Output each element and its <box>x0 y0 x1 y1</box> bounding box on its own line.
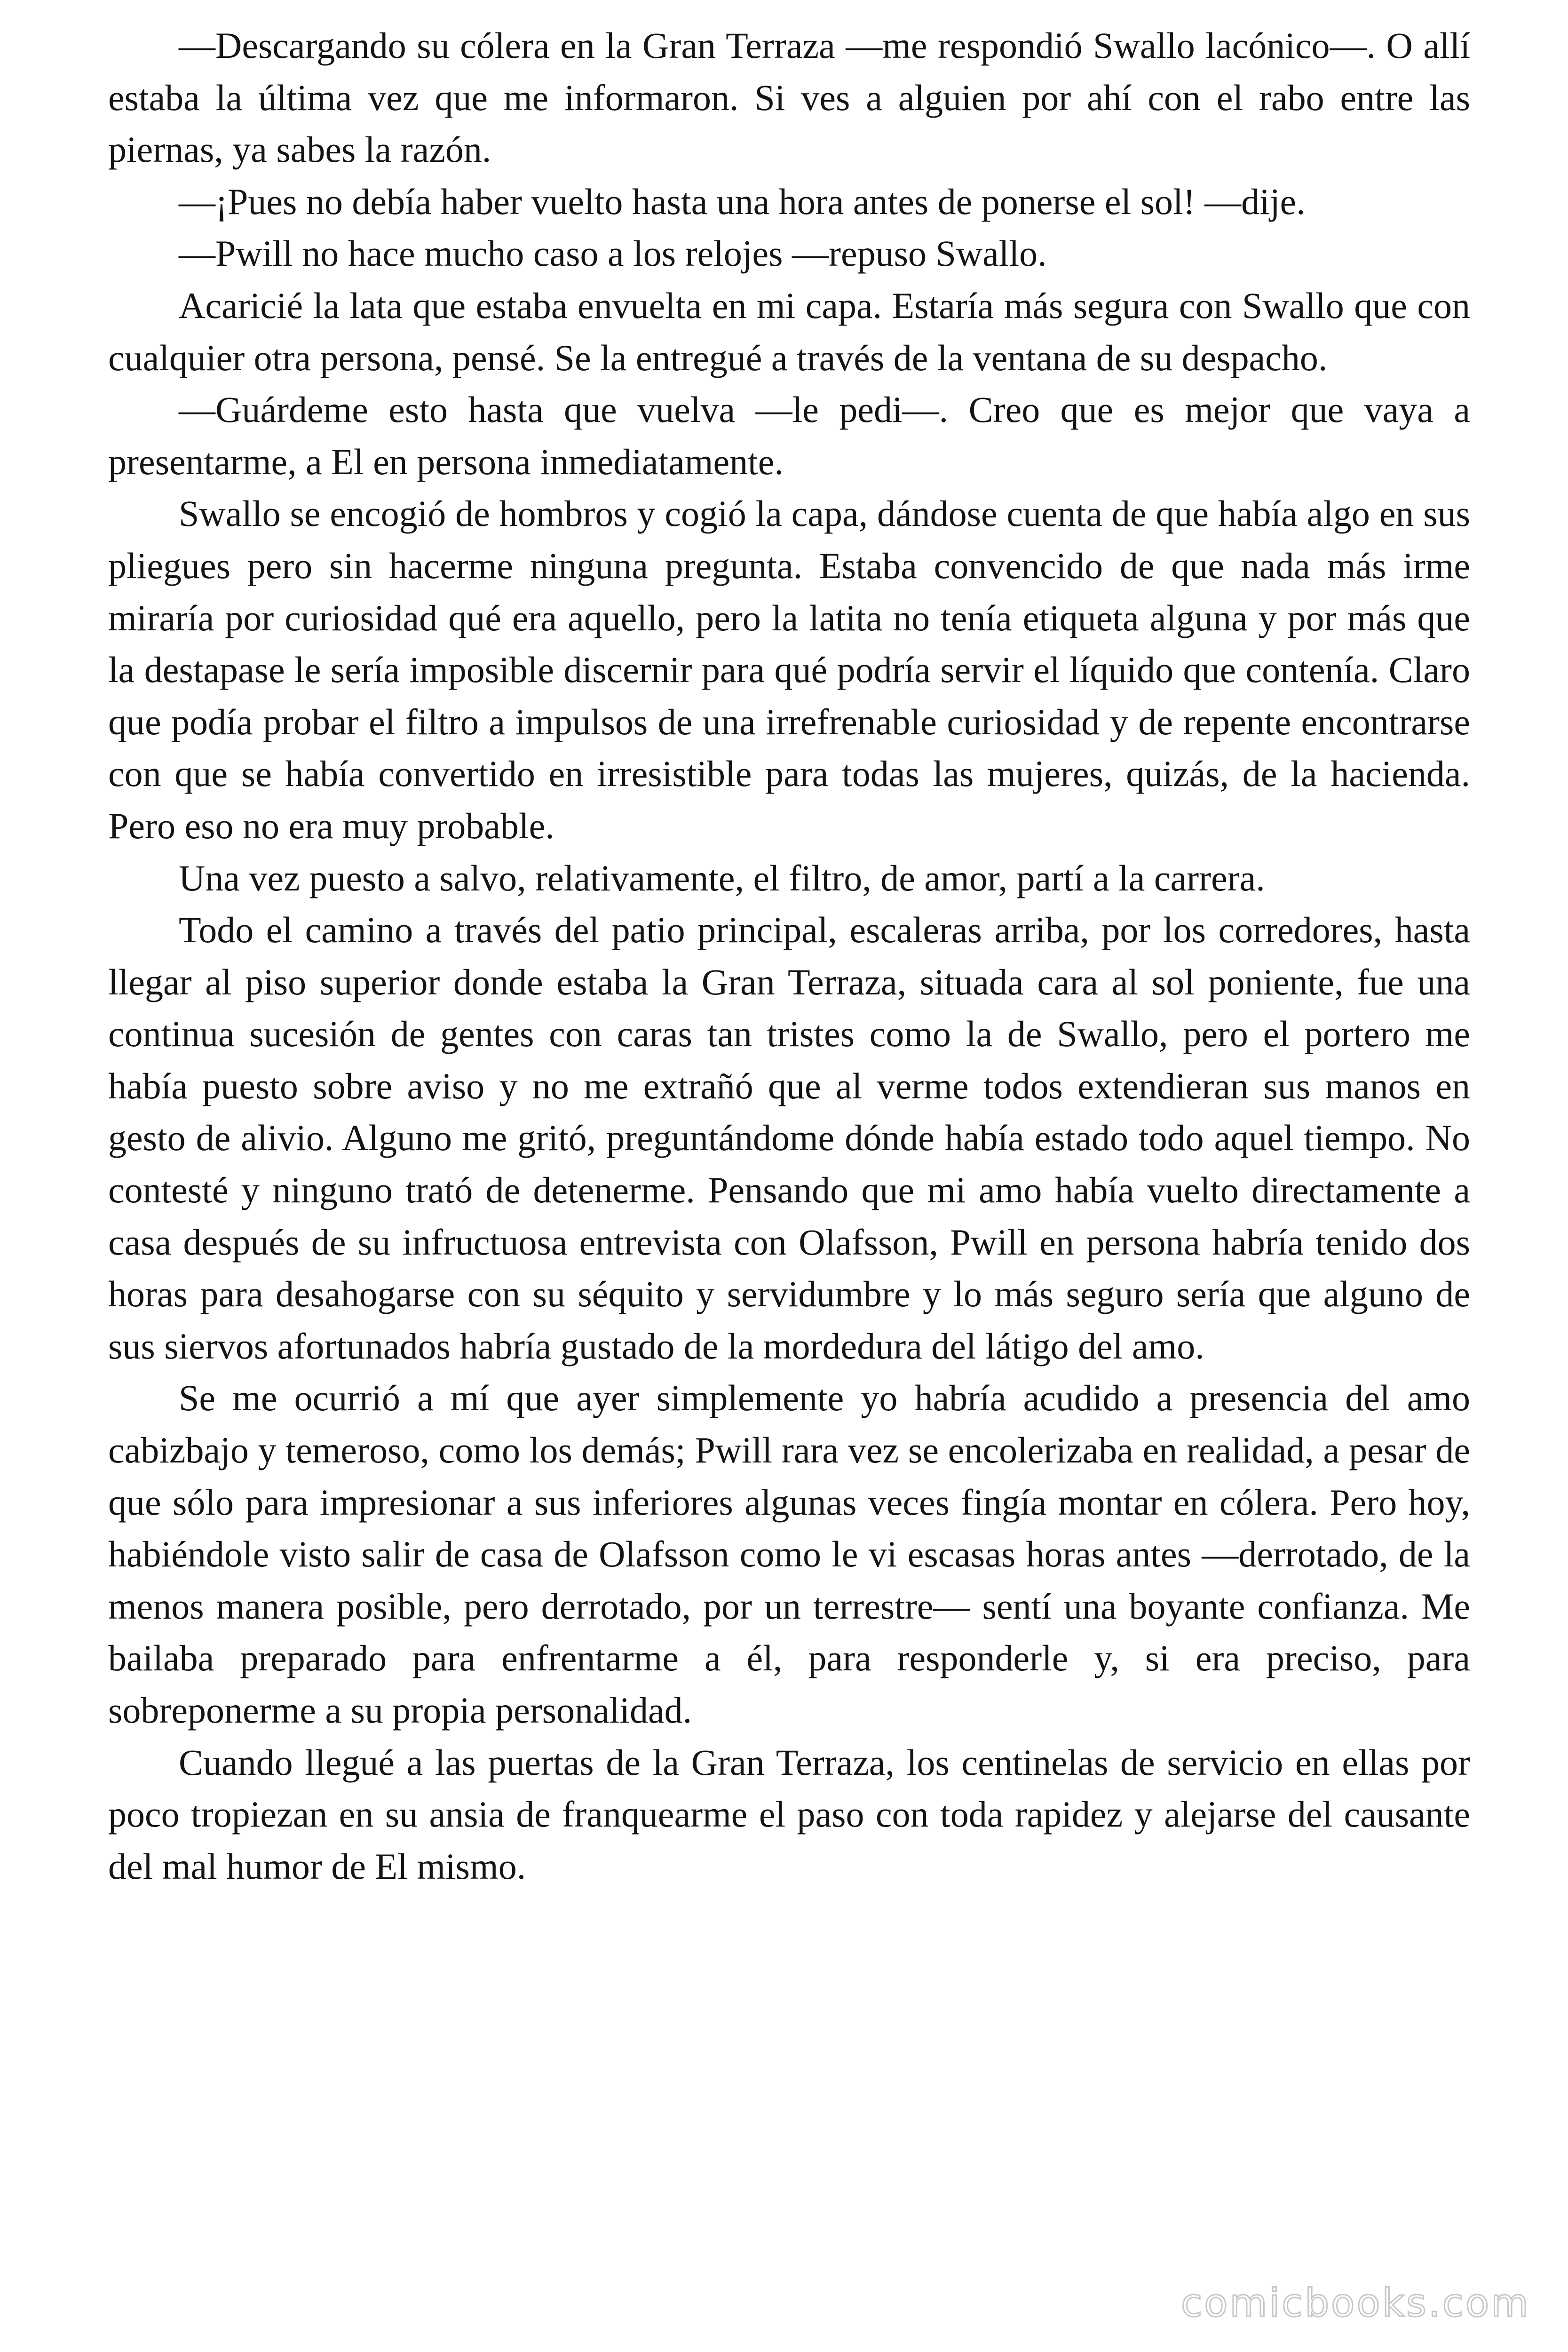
paragraph: —Guárdeme esto hasta que vuelva —le pedi—. Creo que es mejor que vaya a presentarme, a El en persona inmediatamente. <box>108 389 1470 482</box>
paragraph: —Descargando su cólera en la Gran Terraza —me respondió Swallo lacónico—. O allí estaba la última vez que me informaron. Si ves a alguien por ahí con el rabo entre las piernas, ya sabes la razón. <box>108 25 1470 170</box>
paragraph: Una vez puesto a salvo, relativamente, el filtro, de amor, partí a la carrera. <box>179 857 1265 898</box>
page-body <box>108 20 1470 1892</box>
paragraph: Se me ocurrió a mí que ayer simplemente yo habría acudido a presencia del amo cabizbajo y temeroso, como los demás; Pwill rara vez se encolerizaba en realidad, a pesar de que sólo para impresionar a sus inferiores algunas veces fingía montar en cólera. Pero hoy, habiéndole visto salir de casa de Olafsson como le vi escasas horas antes —derrotado, de la menos manera posible, pero derrotado, por un terrestre— sentí una boyante confianza. Me bailaba preparado para enfrentarme a él, para responderle y, si era preciso, para sobreponerme a su propia personalidad. <box>108 1377 1470 1731</box>
paragraph: —¡Pues no debía haber vuelto hasta una hora antes de ponerse el sol! —dije. <box>179 181 1306 222</box>
paragraph: —Pwill no hace mucho caso a los relojes —repuso Swallo. <box>179 233 1047 274</box>
paragraph: Todo el camino a través del patio principal, escaleras arriba, por los corredores, hasta llegar al piso superior donde estaba la Gran Terraza, situada cara al sol poniente, fue una continua sucesión de gentes con caras tan tristes como la de Swallo, pero el portero me había puesto sobre aviso y no me extrañó que al verme todos extendieran sus manos en gesto de alivio. Alguno me gritó, preguntándome dónde había estado todo aquel tiempo. No contesté y ninguno trató de detenerme. Pensando que mi amo había vuelto directamente a casa después de su infructuosa entrevista con Olafsson, Pwill en persona habría tenido dos horas para desahogarse con su séquito y servidumbre y lo más seguro sería que alguno de sus siervos afortunados habría gustado de la mordedura del látigo del amo. <box>108 909 1470 1367</box>
paragraph: Cuando llegué a las puertas de la Gran Terraza, los centinelas de servicio en ellas por poco tropiezan en su ansia de franquearme el paso con toda rapidez y alejarse del causante del mal humor de El mismo. <box>108 1741 1470 1887</box>
paragraph: Acaricié la lata que estaba envuelta en mi capa. Estaría más segura con Swallo que con cualquier otra persona, pensé. Se la entregué a través de la ventana de su despacho. <box>108 285 1470 378</box>
watermark: comicbooks.com <box>1181 2281 1530 2326</box>
paragraph: Swallo se encogió de hombros y cogió la capa, dándose cuenta de que había algo en sus pliegues pero sin hacerme ninguna pregunta. Estaba convencido de que nada más irme miraría por curiosidad qué era aquello, pero la latita no tenía etiqueta alguna y por más que la destapase le sería imposible discernir para qué podría servir el líquido que contenía. Claro que podía probar el filtro a impulsos de una irrefrenable curiosidad y de repente encontrarse con que se había convertido en irresistible para todas las mujeres, quizás, de la hacienda. Pero eso no era muy probable. <box>108 493 1470 846</box>
